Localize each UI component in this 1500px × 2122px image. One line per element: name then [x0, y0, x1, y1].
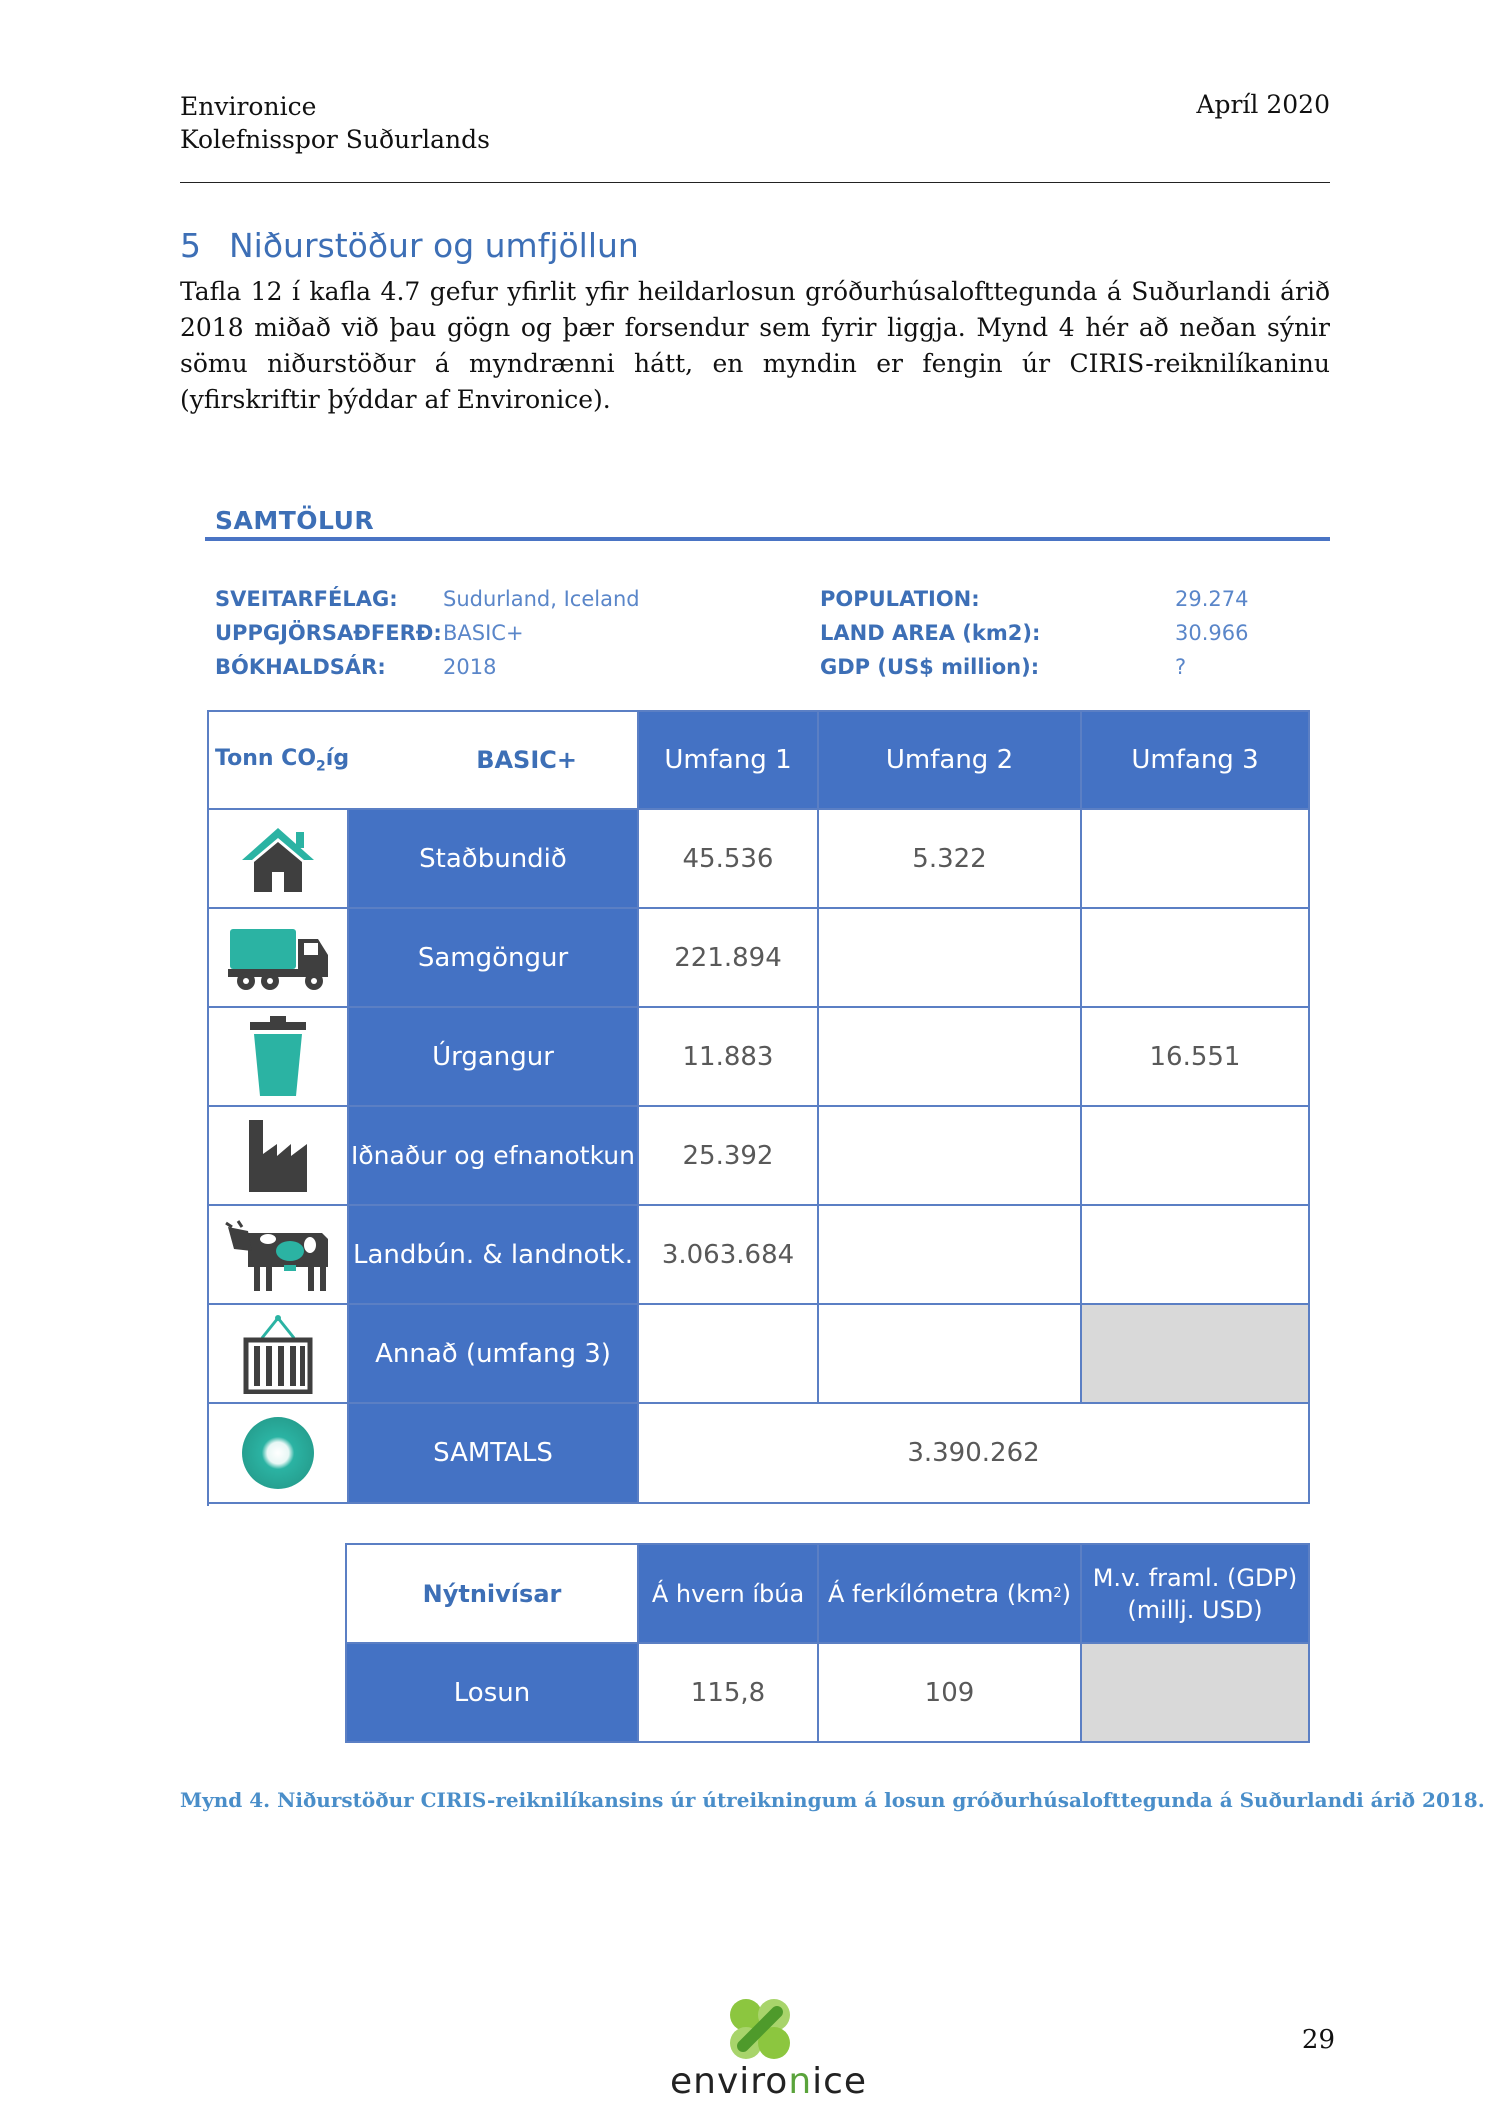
scope1-header: Umfang 1 [639, 712, 819, 810]
municipality-label: SVEITARFÉLAG: [215, 587, 398, 611]
year-label: BÓKHALDSÁR: [215, 655, 386, 679]
logo-wordmark: environice [670, 2061, 868, 2102]
basic-label: BASIC+ [476, 746, 577, 774]
truck-icon [209, 909, 349, 1008]
scope3-value [1082, 810, 1310, 909]
per-capita-header: Á hvern íbúa [639, 1545, 819, 1644]
area-label: LAND AREA (km2): [820, 621, 1041, 645]
page-number: 29 [1301, 2025, 1335, 2055]
municipality-value: Sudurland, Iceland [443, 587, 640, 611]
house-icon [209, 810, 349, 909]
scope2-value [819, 909, 1082, 1008]
scope1-value: 3.063.684 [639, 1206, 819, 1305]
meta-labels-right [820, 582, 1040, 684]
scope3-value [1082, 1206, 1310, 1305]
scope3-value [1082, 909, 1310, 1008]
scope3-value: 16.551 [1082, 1008, 1310, 1107]
scope2-value: 5.322 [819, 810, 1082, 909]
total-label: SAMTALS [349, 1404, 639, 1504]
row-label: Landbún. & landnotk. [349, 1206, 639, 1305]
scope2-value [819, 1107, 1082, 1206]
indicators-table [345, 1543, 1310, 1743]
row-label: Annað (umfang 3) [349, 1305, 639, 1404]
total-value: 3.390.262 [639, 1404, 1310, 1504]
table-corner-header [209, 712, 639, 810]
running-header [180, 90, 490, 156]
row-label: Samgöngur [349, 909, 639, 1008]
meta-values-left [443, 582, 640, 684]
ring-icon [209, 1404, 349, 1504]
population-value: 29.274 [1175, 587, 1249, 611]
scope2-value [819, 1305, 1082, 1404]
row-label: Staðbundið [349, 810, 639, 909]
row-label: Iðnaður og efnanotkun [349, 1107, 639, 1206]
scope1-value: 221.894 [639, 909, 819, 1008]
figure-title-rule [205, 537, 1330, 541]
indicators-title: Nýtnivísar [347, 1545, 639, 1644]
scope3-header: Umfang 3 [1082, 712, 1310, 810]
gdp-label: GDP (US$ million): [820, 655, 1040, 679]
gdp-header: M.v. framl. (GDP) (millj. USD) [1082, 1545, 1310, 1644]
environice-logo [670, 1995, 868, 2105]
header-org: Environice [180, 92, 317, 121]
gdp-value-na [1082, 1644, 1310, 1743]
scope3-value [1082, 1107, 1310, 1206]
method-label: UPPGJÖRSAÐFERÐ: [215, 621, 442, 645]
section-title: Niðurstöður og umfjöllun [229, 226, 639, 265]
header-date: Apríl 2020 [1196, 90, 1330, 119]
scope2-value [819, 1206, 1082, 1305]
header-divider [180, 182, 1330, 183]
meta-values-right [1175, 582, 1248, 684]
per-capita-value: 115,8 [639, 1644, 819, 1743]
gdp-value: ? [1175, 655, 1187, 679]
trash-bin-icon [209, 1008, 349, 1107]
scope3-value-na [1082, 1305, 1310, 1404]
cow-icon [209, 1206, 349, 1305]
intro-paragraph: Tafla 12 í kafla 4.7 gefur yfirlit yfir heildarlosun gróðurhúsalofttegunda á Suðurlandi árið 2018 miðað við þau gögn og þær forsendur sem fyrir liggja. Mynd 4 hér að neðan sýnir sömu niðurstöður á myndrænni hátt, en myndin er fengin úr CIRIS-reiknilíkaninu (yfirskriftir þýddar af Environice). [180, 277, 1330, 414]
row-label: Úrgangur [349, 1008, 639, 1107]
clover-icon [670, 1995, 850, 2065]
section-number: 5 [180, 226, 201, 265]
header-report: Kolefnisspor Suðurlands [180, 125, 490, 154]
scope1-value: 25.392 [639, 1107, 819, 1206]
emissions-row-label: Losun [347, 1644, 639, 1743]
scope2-value [819, 1008, 1082, 1107]
unit-label: Tonn $CO_2íg$ [215, 745, 350, 775]
population-label: POPULATION: [820, 587, 980, 611]
figure-caption: Mynd 4. Niðurstöður CIRIS-reiknilíkansins úr útreikningum á losun gróðurhúsalofttegunda á Suðurlandi árið 2018. [180, 1788, 1485, 1812]
scope1-value [639, 1305, 819, 1404]
factory-icon [209, 1107, 349, 1206]
scope1-value: 45.536 [639, 810, 819, 909]
section-heading [180, 226, 639, 265]
area-value: 30.966 [1175, 621, 1249, 645]
scope2-header: Umfang 2 [819, 712, 1082, 810]
meta-labels-left [215, 582, 442, 684]
per-km2-value: 109 [819, 1644, 1082, 1743]
scope1-value: 11.883 [639, 1008, 819, 1107]
year-value: 2018 [443, 655, 497, 679]
per-km2-header: Á ferkílómetra (km 2 ) [819, 1545, 1082, 1644]
method-value: BASIC+ [443, 621, 524, 645]
container-icon [209, 1305, 349, 1404]
figure-title: SAMTÖLUR [215, 506, 375, 535]
emissions-table [207, 710, 1310, 1506]
